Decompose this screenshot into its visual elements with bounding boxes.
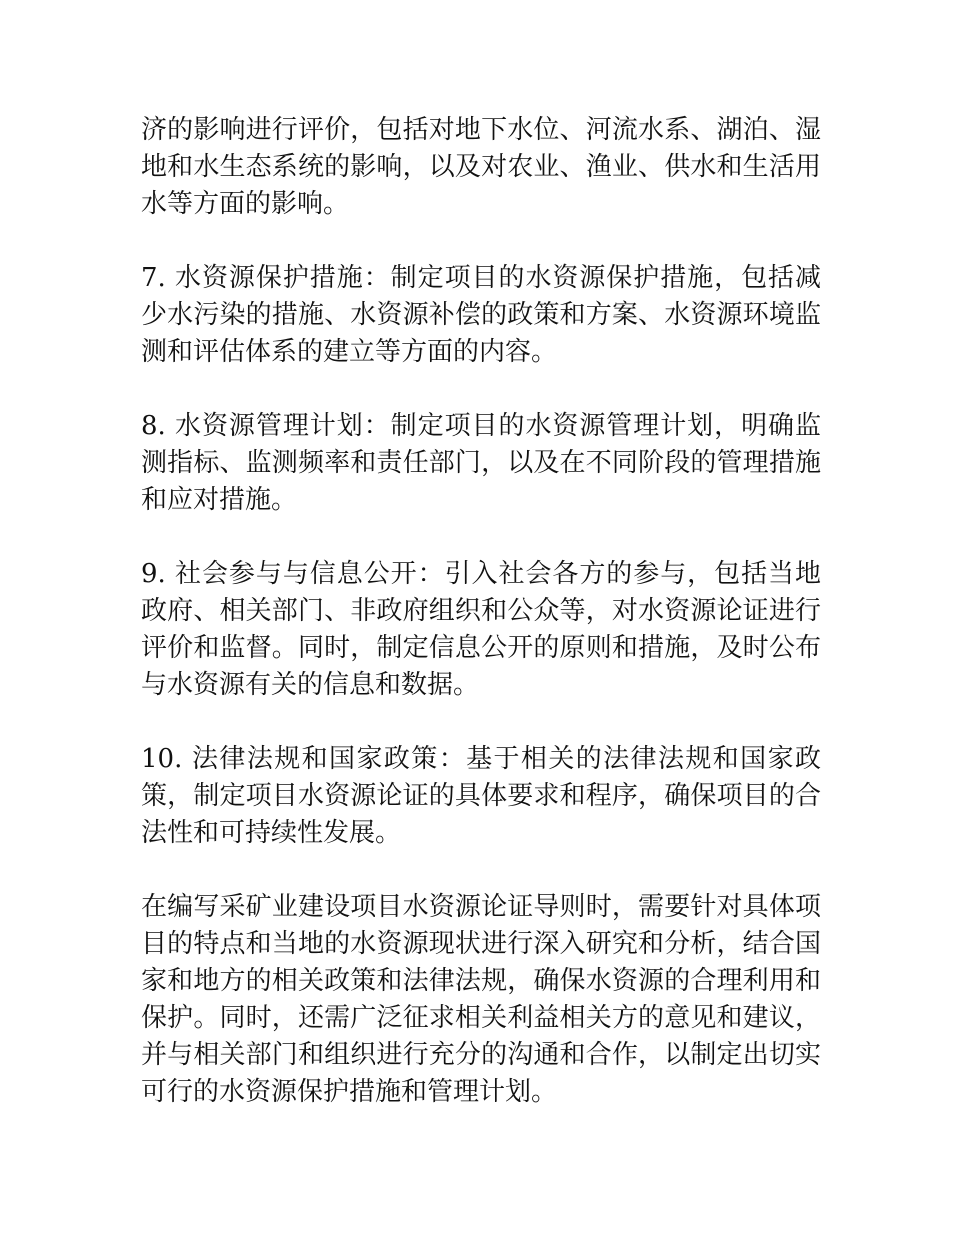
paragraph-conclusion: 在编写采矿业建设项目水资源论证导则时，需要针对具体项目的特点和当地的水资源现状进行深入研究和分析，结合国家和地方的相关政策和法律法规，确保水资源的合理利用和保护。同时，还需广泛征求相关利益相关方的意见和建议，并与相关部门和组织进行充分的沟通和合作，以制定出切实可行的水资源保护措施和管理计划。 [141,892,821,1107]
paragraph-protection-measures: 7. 水资源保护措施：制定项目的水资源保护措施，包括减少水污染的措施、水资源补偿的政策和方案、水资源环境监测和评估体系的建立等方面的内容。 [141,263,821,367]
paragraph-public-participation: 9. 社会参与与信息公开：引入社会各方的参与，包括当地政府、相关部门、非政府组织和公众等，对水资源论证进行评价和监督。同时，制定信息公开的原则和措施，及时公布与水资源有关的信息和数据。 [141,559,821,700]
paragraph-management-plan: 8. 水资源管理计划：制定项目的水资源管理计划，明确监测指标、监测频率和责任部门，以及在不同阶段的管理措施和应对措施。 [141,411,821,515]
document-body [141,112,821,1148]
paragraph-laws-policies: 10. 法律法规和国家政策：基于相关的法律法规和国家政策，制定项目水资源论证的具体要求和程序，确保项目的合法性和可持续性发展。 [141,744,821,848]
paragraph-impact-evaluation: 济的影响进行评价，包括对地下水位、河流水系、湖泊、湿地和水生态系统的影响，以及对农业、渔业、供水和生活用水等方面的影响。 [141,115,821,219]
